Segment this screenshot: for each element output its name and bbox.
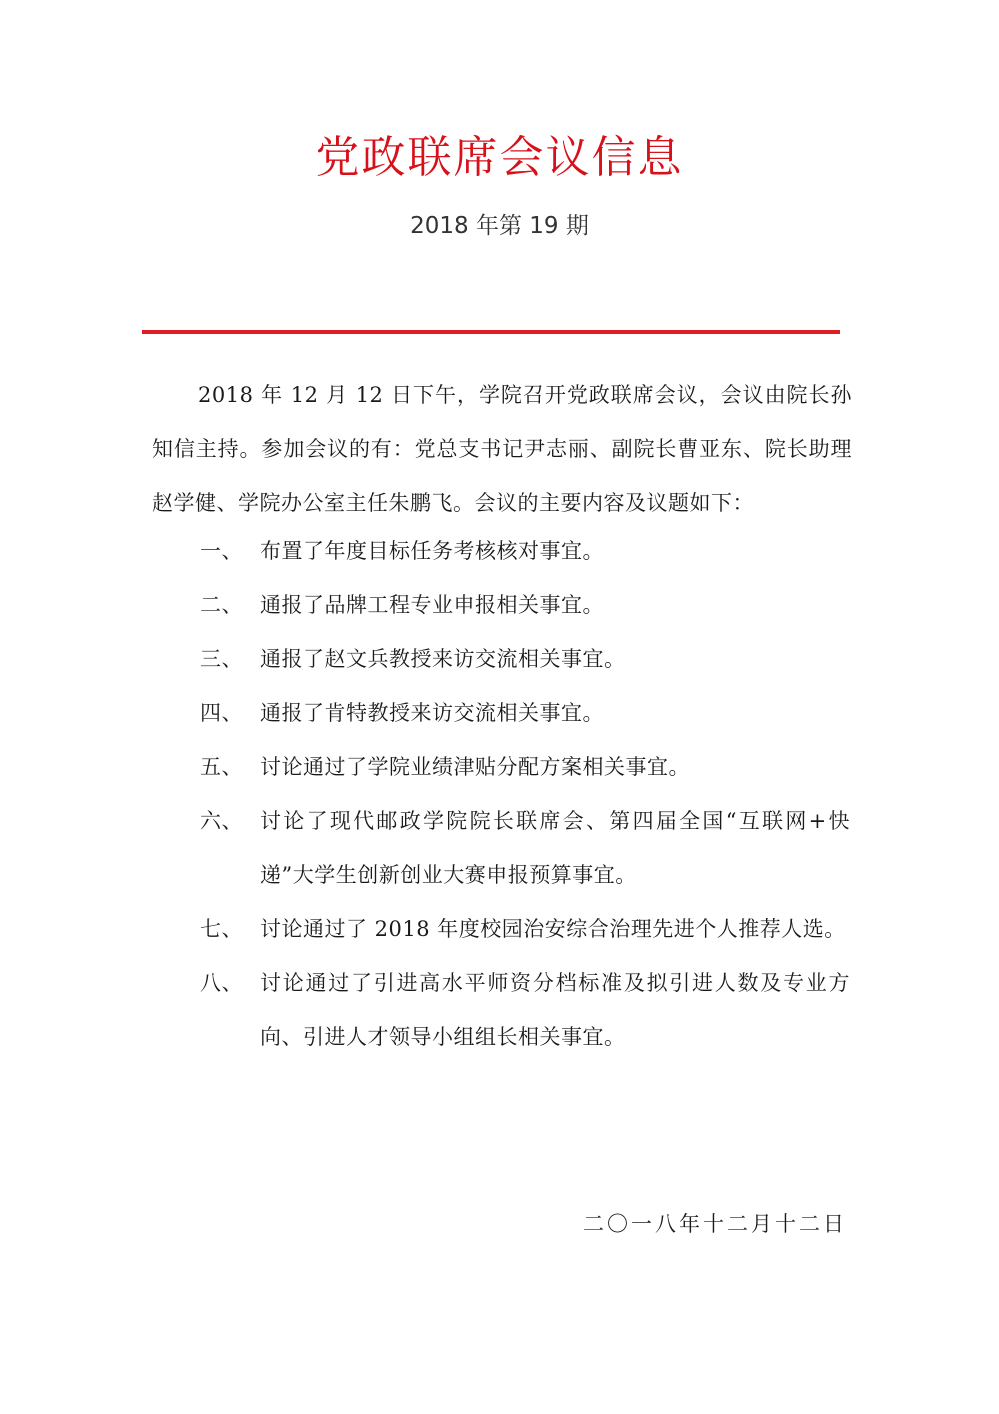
item-text: 通报了赵文兵教授来访交流相关事宜。 <box>260 647 626 671</box>
list-item <box>0 578 999 632</box>
agenda-list <box>0 524 999 1064</box>
item-text: 讨论通过了引进高水平师资分档标准及拟引进人数及专业方向、引进人才领导小组组长相关事宜。 <box>260 971 850 1049</box>
item-text: 讨论通过了 2018 年度校园治安综合治理先进个人推荐人选。 <box>260 917 846 941</box>
document-date: 二〇一八年十二月十二日 <box>583 1212 847 1236</box>
item-number: 一、 <box>200 539 243 563</box>
item-number: 七、 <box>200 917 243 941</box>
item-text: 讨论通过了学院业绩津贴分配方案相关事宜。 <box>260 755 690 779</box>
item-text: 布置了年度目标任务考核核对事宜。 <box>260 539 604 563</box>
item-number: 二、 <box>200 593 243 617</box>
list-item <box>0 902 999 956</box>
document-title: 党政联席会议信息 <box>315 132 684 183</box>
item-text: 通报了品牌工程专业申报相关事宜。 <box>260 593 604 617</box>
list-item <box>0 794 999 902</box>
red-divider <box>142 330 840 334</box>
list-item <box>0 632 999 686</box>
intro-paragraph: 2018 年 12 月 12 日下午，学院召开党政联席会议，会议由院长孙知信主持。参加会议的有：党总支书记尹志丽、副院长曹亚东、院长助理赵学健、学院办公室主任朱鹏飞。会议的主要内容及议题如下： <box>152 383 852 515</box>
item-text: 通报了肯特教授来访交流相关事宜。 <box>260 701 604 725</box>
item-number: 三、 <box>200 647 243 671</box>
item-number: 八、 <box>200 971 243 995</box>
list-item <box>0 740 999 794</box>
item-number: 六、 <box>200 809 243 833</box>
list-item <box>0 524 999 578</box>
item-number: 四、 <box>200 701 243 725</box>
item-number: 五、 <box>200 755 243 779</box>
list-item <box>0 686 999 740</box>
list-item <box>0 956 999 1064</box>
item-text: 讨论了现代邮政学院院长联席会、第四届全国“互联网+快递”大学生创新创业大赛申报预算事宜。 <box>260 809 850 887</box>
issue-number: 2018 年第 19 期 <box>410 213 589 239</box>
